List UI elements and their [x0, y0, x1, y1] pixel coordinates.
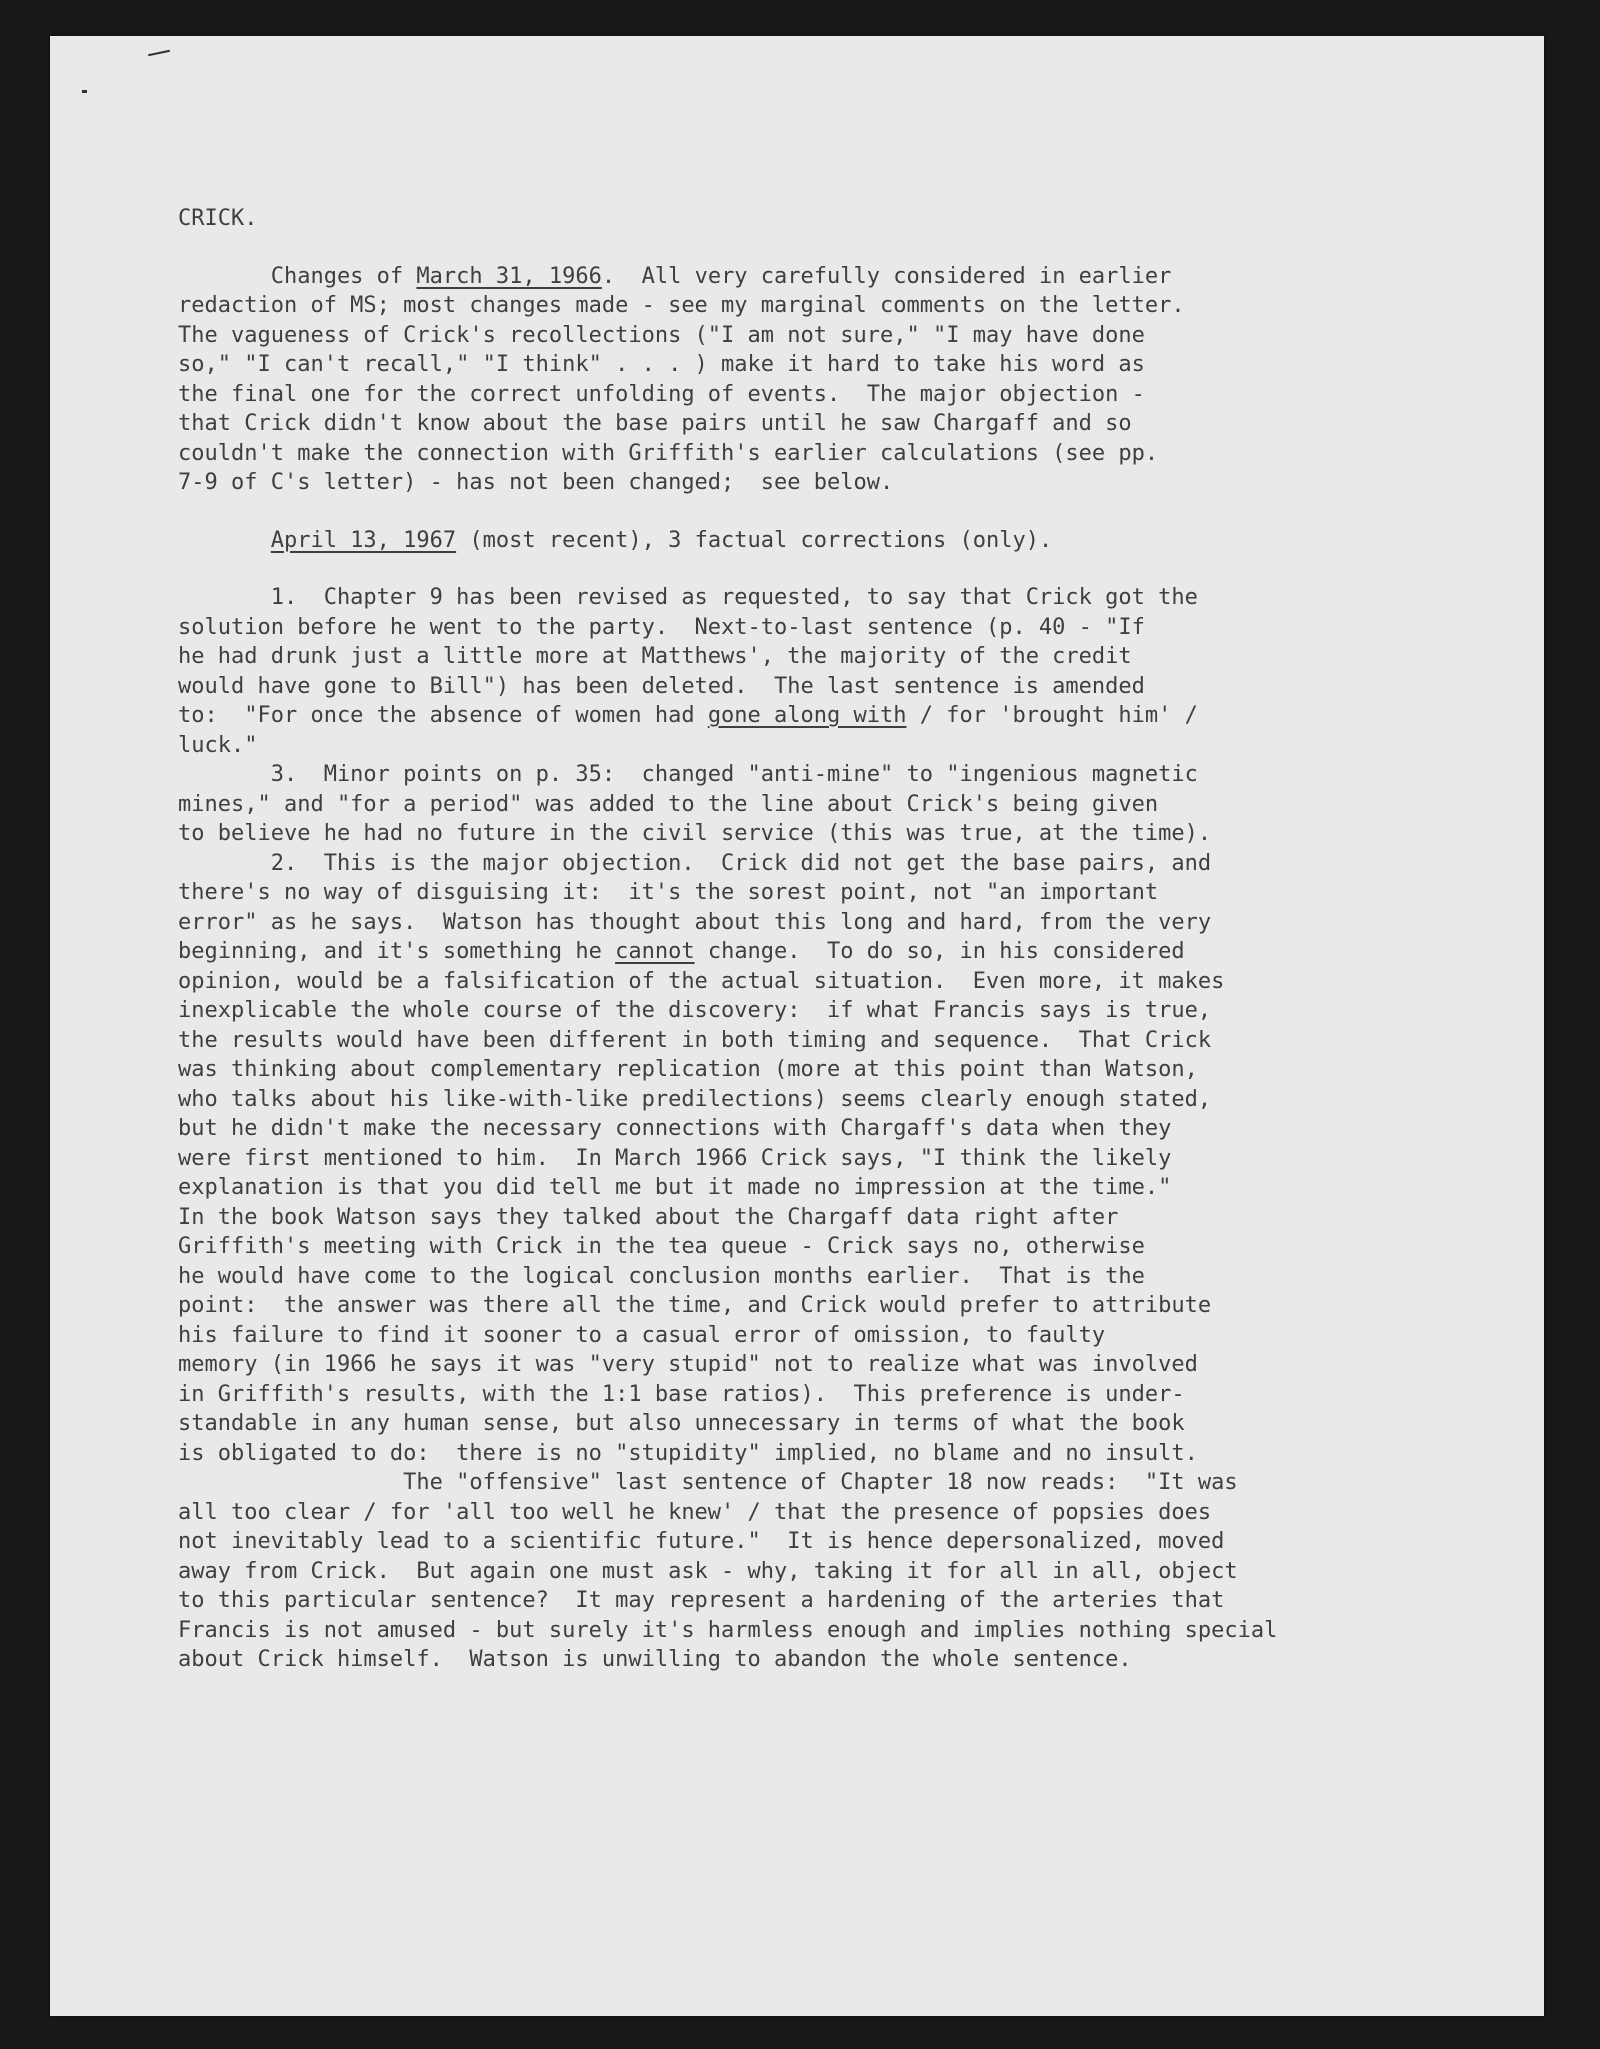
item-2-line-2: there's no way of disguising it: it's the sorest point, not "an important — [178, 880, 1159, 905]
item-2-line-4 — [178, 937, 1478, 967]
para-changes-1966-line-1 — [178, 262, 1478, 292]
memo-heading: CRICK. — [178, 206, 258, 231]
para-changes-1966-line-6: that Crick didn't know about the base pairs until he saw Chargaff and so — [178, 411, 1132, 436]
item-2-line-19: in Griffith's results, with the 1:1 base ratios). This preference is under- — [178, 1381, 1185, 1407]
text-run: / for 'brought him' / — [906, 703, 1198, 728]
item-2-line-16: point: the answer was there all the time, and Crick would prefer to attribute — [178, 1293, 1212, 1318]
item-2-line-17: his failure to find it sooner to a casual error of omission, to faulty — [178, 1322, 1106, 1348]
text-run: to: "For once the absence of women had — [178, 703, 708, 728]
item-1-line-4: would have gone to Bill") has been deleted. The last sentence is amended — [178, 673, 1145, 699]
paper-sheet — [50, 36, 1544, 2016]
para-changes-1966-line-3: The vagueness of Crick's recollections ("I am not sure," "I may have done — [178, 322, 1145, 348]
para-april-1967 — [178, 526, 1478, 556]
item-1-line-6: luck." — [178, 732, 258, 758]
last-para-line-5: to this particular sentence? It may represent a hardening of the arteries that — [178, 1588, 1225, 1613]
item-2-line-14: Griffith's meeting with Crick in the tea queue - Crick says no, otherwise — [178, 1234, 1145, 1259]
last-para-line-1: The "offensive" last sentence of Chapter 18 now reads: "It was — [178, 1470, 1238, 1495]
item-2-line-13: In the book Watson says they talked about the Chargaff data right after — [178, 1204, 1119, 1230]
last-para-line-7: about Crick himself. Watson is unwilling to abandon the whole sentence. — [178, 1647, 1132, 1672]
para-changes-1966-line-2: redaction of MS; most changes made - see my marginal comments on the letter. — [178, 293, 1185, 318]
item-2-line-3: error" as he says. Watson has thought about this long and hard, from the very — [178, 909, 1212, 935]
item-1-line-5 — [178, 701, 1478, 731]
item-3-line-3: to believe he had no future in the civil service (this was true, at the time). — [178, 821, 1212, 846]
item-1-line-2: solution before he went to the party. Next-to-last sentence (p. 40 - "If — [178, 614, 1145, 640]
underlined-cannot: cannot — [615, 939, 695, 964]
item-1-line-3: he had drunk just a little more at Matthews', the majority of the credit — [178, 644, 1132, 669]
item-2-line-8: was thinking about complementary replication (more at this point than Watson, — [178, 1057, 1198, 1082]
item-2-line-9: who talks about his like-with-like predilections) seems clearly enough stated, — [178, 1086, 1212, 1112]
corner-pen-mark — [148, 50, 170, 57]
last-para-line-2: all too clear / for 'all too well he knew' / that the presence of popsies does — [178, 1499, 1212, 1525]
last-para-line-4: away from Crick. But again one must ask - why, taking it for all in all, object — [178, 1558, 1238, 1584]
item-3-line-1: 3. Minor points on p. 35: changed "anti-mine" to "ingenious magnetic — [178, 762, 1198, 787]
text-run — [178, 528, 271, 553]
item-2-line-10: but he didn't make the necessary connections with Chargaff's data when they — [178, 1116, 1172, 1141]
typed-memo — [178, 204, 1478, 1675]
para-changes-1966-line-7: couldn't make the connection with Griffith's earlier calculations (see pp. — [178, 440, 1159, 466]
last-para-line-6: Francis is not amused - but surely it's harmless enough and implies nothing special — [178, 1617, 1278, 1643]
text-run: Changes of — [178, 263, 417, 289]
item-2-line-18: memory (in 1966 he says it was "very stupid" not to realize what was involved — [178, 1352, 1198, 1377]
text-run: (most recent), 3 factual corrections (only). — [456, 527, 1053, 553]
item-2-line-20: standable in any human sense, but also unnecessary in terms of what the book — [178, 1411, 1185, 1436]
last-para-line-3: not inevitably lead to a scientific future." It is hence depersonalized, moved — [178, 1529, 1225, 1554]
text-run: change. To do so, in his considered — [694, 939, 1185, 964]
item-1-line-1: 1. Chapter 9 has been revised as requested, to say that Crick got the — [178, 585, 1198, 610]
para-changes-1966-line-4: so," "I can't recall," "I think" . . . ) make it hard to take his word as — [178, 352, 1145, 377]
text-run: beginning, and it's something he — [178, 939, 616, 964]
date-april-13-1967: April 13, 1967 — [270, 527, 457, 553]
item-2-line-5: opinion, would be a falsification of the actual situation. Even more, it makes — [178, 968, 1225, 994]
item-2-line-6: inexplicable the whole course of the discovery: if what Francis says is true, — [178, 998, 1212, 1023]
item-3-line-2: mines," and "for a period" was added to the line about Crick's being given — [178, 791, 1159, 817]
item-2-line-11: were first mentioned to him. In March 1966 Crick says, "I think the likely — [178, 1145, 1172, 1171]
text-run: . All very carefully considered in earlier — [601, 263, 1172, 289]
para-changes-1966-line-5: the final one for the correct unfolding of events. The major objection - — [178, 381, 1145, 407]
item-2-line-12: explanation is that you did tell me but it made no impression at the time." — [178, 1175, 1172, 1200]
underlined-gone-along-with: gone along with — [707, 703, 907, 728]
date-march-31-1966: March 31, 1966 — [416, 263, 602, 289]
item-2-line-15: he would have come to the logical conclusion months earlier. That is the — [178, 1263, 1145, 1289]
corner-dot-mark — [82, 90, 87, 93]
item-2-line-1: 2. This is the major objection. Crick did not get the base pairs, and — [178, 850, 1212, 876]
item-2-line-7: the results would have been different in both timing and sequence. That Crick — [178, 1027, 1212, 1053]
para-changes-1966-line-8: 7-9 of C's letter) - has not been changed; see below. — [178, 470, 894, 495]
item-2-line-21: is obligated to do: there is no "stupidity" implied, no blame and no insult. — [178, 1440, 1198, 1466]
